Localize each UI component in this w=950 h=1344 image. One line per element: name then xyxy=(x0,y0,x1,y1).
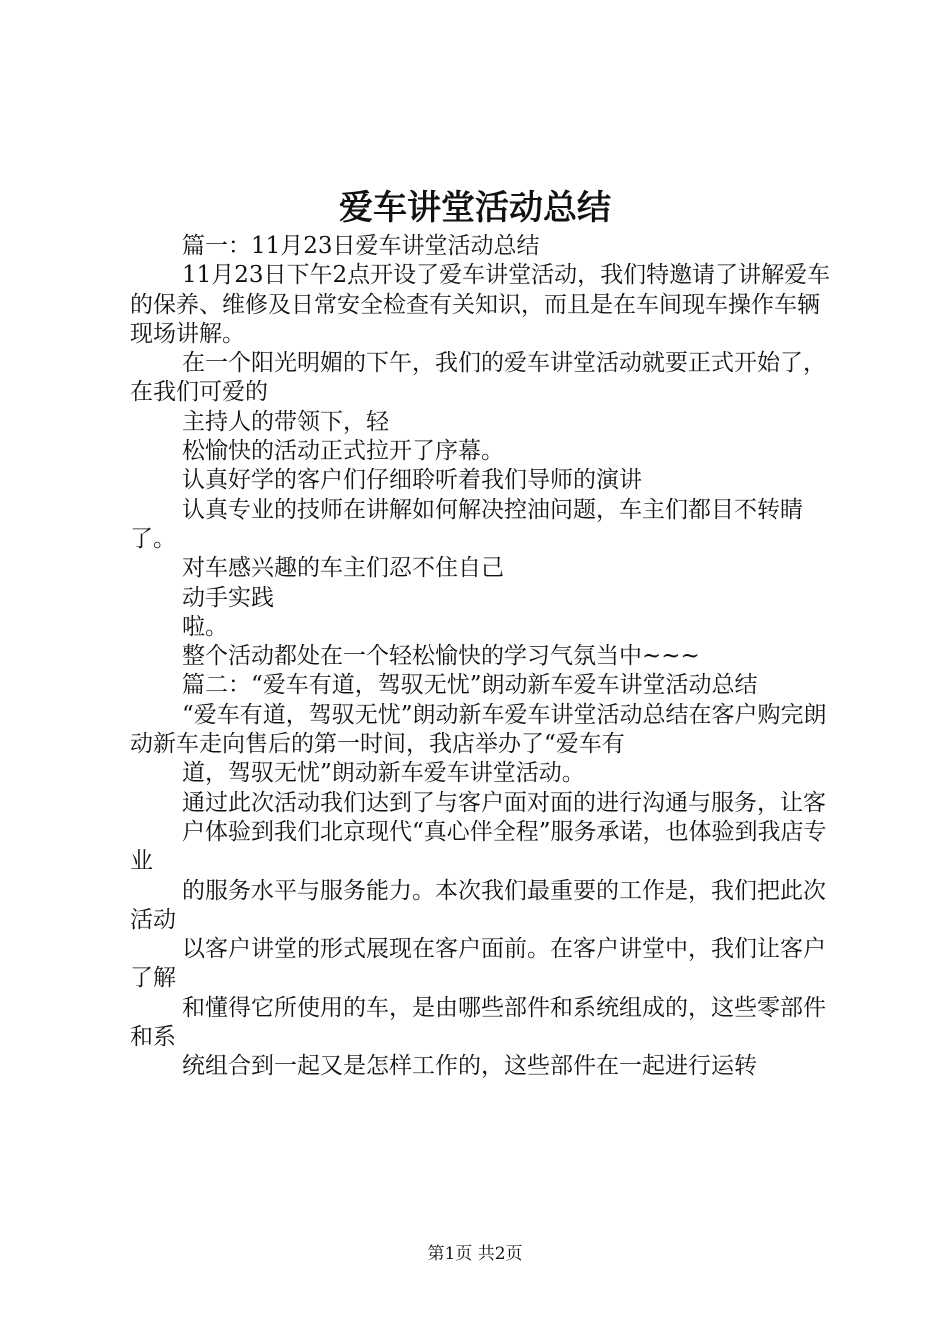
document-title: 爱车讲堂活动总结 xyxy=(339,188,611,228)
paragraph: 和懂得它所使用的车，是由哪些部件和系统组成的，这些零部件和系 xyxy=(130,994,826,1051)
paragraph: 篇一：11月23日爱车讲堂活动总结 xyxy=(182,233,540,259)
paragraph: 动手实践 xyxy=(182,584,274,611)
paragraph: 统组合到一起又是怎样工作的，这些部件在一起进行运转 xyxy=(182,1053,757,1080)
paragraph: 以客户讲堂的形式展现在客户面前。在客户讲堂中，我们让客户了解 xyxy=(130,936,826,992)
paragraph: “爱车有道，驾驭无忧”朗动新车爱车讲堂活动总结在客户购完朗动新车走向售后的第一时间，我店举办了“爱车有 xyxy=(130,701,827,758)
page-footer: 第1页 共2页 xyxy=(427,1244,523,1264)
document-body xyxy=(130,232,835,1082)
paragraph: 认真专业的技师在讲解如何解决控油问题，车主们都目不转睛了。 xyxy=(130,496,803,552)
paragraph: 道，驾驭无忧”朗动新车爱车讲堂活动。 xyxy=(182,760,585,787)
paragraph: 对车感兴趣的车主们忍不住自己 xyxy=(182,555,504,582)
paragraph: 在一个阳光明媚的下午，我们的爱车讲堂活动就要正式开始了，在我们可爱的 xyxy=(130,350,826,406)
paragraph: 整个活动都处在一个轻松愉快的学习气氛当中~~~ xyxy=(182,643,700,670)
paragraph: 11月23日下午2点开设了爱车讲堂活动，我们特邀请了讲解爱车的保养、维修及日常安全检查有关知识，而且是在车间现车操作车辆现场讲解。 xyxy=(130,262,831,347)
paragraph: 的服务水平与服务能力。本次我们最重要的工作是，我们把此次活动 xyxy=(130,877,826,933)
paragraph: 篇二：“爱车有道，驾驭无忧”朗动新车爱车讲堂活动总结 xyxy=(182,672,758,699)
paragraph: 啦。 xyxy=(182,613,228,640)
paragraph: 松愉快的活动正式拉开了序幕。 xyxy=(182,438,504,465)
paragraph: 认真好学的客户们仔细聆听着我们导师的演讲 xyxy=(182,467,642,494)
paragraph: 通过此次活动我们达到了与客户面对面的进行沟通与服务，让客 xyxy=(182,789,826,816)
paragraph: 主持人的带领下，轻 xyxy=(182,408,389,435)
paragraph: 户体验到我们北京现代“真心伴全程”服务承诺，也体验到我店专业 xyxy=(130,818,827,875)
